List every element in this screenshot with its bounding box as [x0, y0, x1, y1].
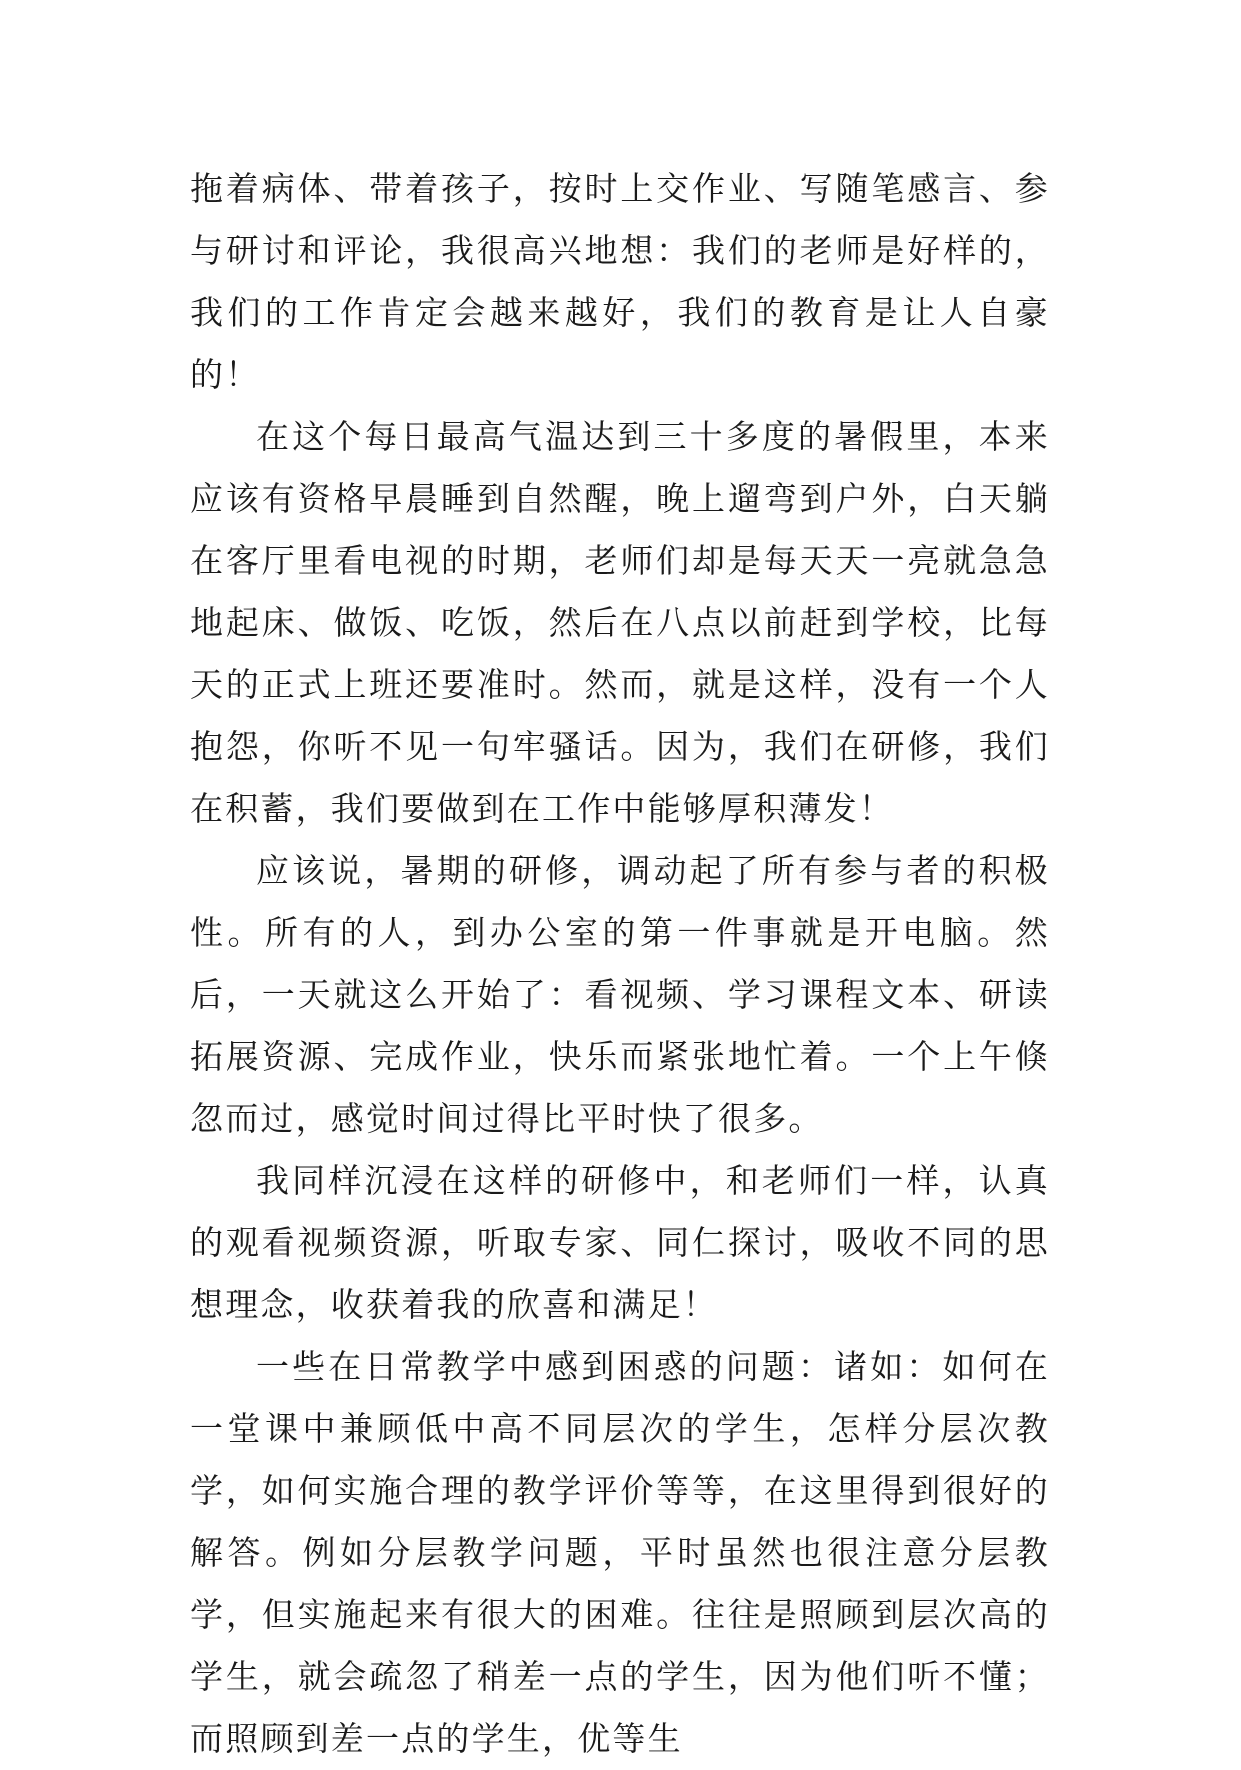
paragraph-4: 我同样沉浸在这样的研修中，和老师们一样，认真的观看视频资源，听取专家、同仁探讨，吸收不同的思想理念，收获着我的欣喜和满足！ — [190, 1161, 1050, 1324]
paragraph-5: 一些在日常教学中感到困惑的问题：诸如：如何在一堂课中兼顾低中高不同层次的学生，怎样分层次教学，如何实施合理的教学评价等等，在这里得到很好的解答。例如分层教学问题，平时虽然也很注意分层教学，但实施起来有很大的困难。往往是照顾到层次高的学生，就会疏忽了稍差一点的学生，因为他们听不懂；而照顾到差一点的学生，优等生 — [190, 1347, 1050, 1758]
body-text — [190, 158, 1050, 1770]
paragraph-2: 在这个每日最高气温达到三十多度的暑假里，本来应该有资格早晨睡到自然醒，晚上遛弯到户外，白天躺在客厅里看电视的时期，老师们却是每天天一亮就急急地起床、做饭、吃饭，然后在八点以前赶到学校，比每天的正式上班还要准时。然而，就是这样，没有一个人抱怨，你听不见一句牢骚话。因为，我们在研修，我们在积蓄，我们要做到在工作中能够厚积薄发！ — [190, 417, 1050, 828]
paragraph-1: 拖着病体、带着孩子，按时上交作业、写随笔感言、参与研讨和评论，我很高兴地想：我们的老师是好样的，我们的工作肯定会越来越好，我们的教育是让人自豪的！ — [190, 169, 1050, 394]
paragraph-3: 应该说，暑期的研修，调动起了所有参与者的积极性。所有的人，到办公室的第一件事就是开电脑。然后，一天就这么开始了：看视频、学习课程文本、研读拓展资源、完成作业，快乐而紧张地忙着。一个上午倏忽而过，感觉时间过得比平时快了很多。 — [190, 851, 1050, 1138]
